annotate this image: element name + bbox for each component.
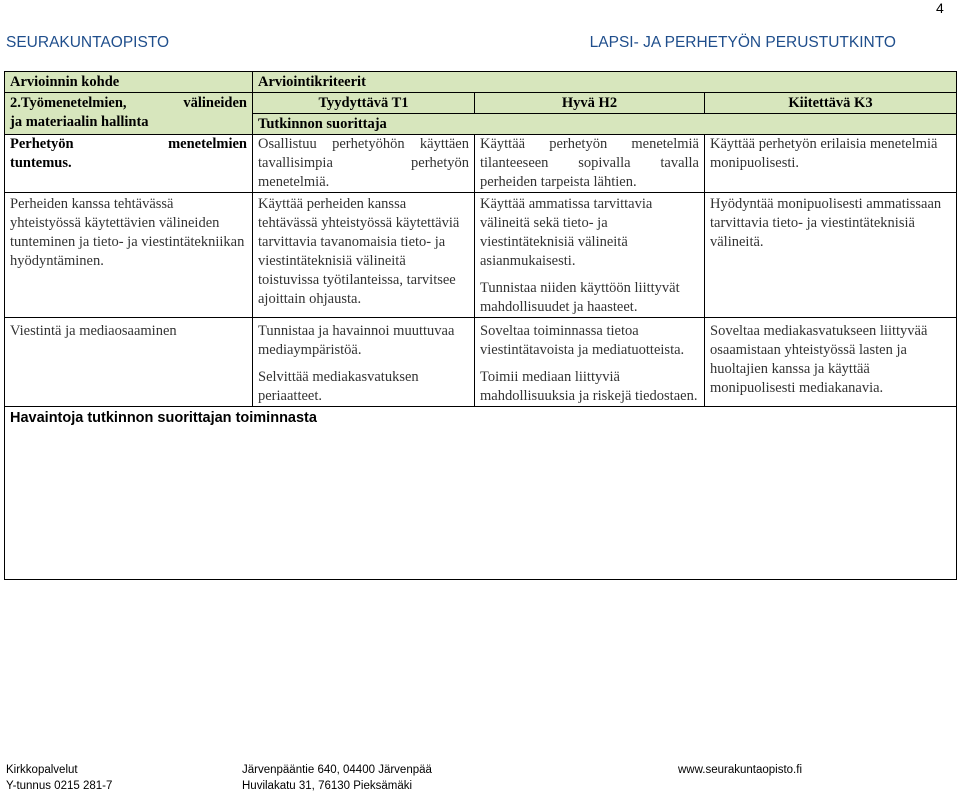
section-title	[5, 93, 253, 135]
header-arviointikriteerit: Arviointikriteerit	[253, 72, 957, 93]
row1-kohde-line2: tuntemus.	[10, 155, 72, 171]
row2-kohde: Perheiden kanssa tehtävässä yhteistyössä käytettävien välineiden tunteminen ja tieto- ja viestintätekniikan hyödyntäminen.	[5, 193, 253, 318]
row3-t1	[253, 318, 475, 407]
row1-h2: Käyttää perhetyön menetelmiä tilanteeseen sopivalla tavalla perheiden tarpeista lähtien.	[475, 135, 705, 193]
grade-k3: Kiitettävä K3	[705, 93, 957, 114]
footer-organization	[6, 762, 112, 794]
section-title-line1: 2.Työmenetelmien, välineiden	[10, 95, 247, 111]
page-number: 4	[936, 0, 944, 16]
footer-website-link[interactable]: www.seurakuntaopisto.fi	[678, 764, 803, 776]
row2-t1: Käyttää perheiden kanssa tehtävässä yhteistyössä käytettäviä tarvittavia tavanomaisia tieto- ja viestintäteknisiä välineitä toistuvissa työtilanteissa, tarvitsee ajoittain ohjausta.	[253, 193, 475, 318]
footer-website	[678, 762, 802, 778]
row3-t1-part1: Tunnistaa ja havainnoi muuttuvaa mediaympäristöä.	[258, 323, 455, 358]
row3-k3: Soveltaa mediakasvatukseen liittyvää osaamistaan yhteistyössä lasten ja huoltajien kanssa ja käyttää monipuolisesti mediakanavia.	[705, 318, 957, 407]
page-header	[4, 34, 956, 58]
footer-address-2: Huvilakatu 31, 76130 Pieksämäki	[242, 780, 413, 792]
table-row	[5, 318, 957, 407]
observations-cell[interactable]	[5, 407, 957, 580]
subheader-tutkinnon-suorittaja: Tutkinnon suorittaja	[253, 114, 957, 135]
header-qualification: LAPSI- JA PERHETYÖN PERUSTUTKINTO	[589, 34, 896, 51]
header-arvioinnin-kohde: Arvioinnin kohde	[5, 72, 253, 93]
row3-h2-part1: Soveltaa toiminnassa tietoa viestintätavoista ja mediatuotteista.	[480, 323, 685, 358]
footer-business-id: Y-tunnus 0215 281-7	[6, 780, 113, 792]
row1-t1: Osallistuu perhetyöhön käyttäen tavallisimpia perhetyön menetelmiä.	[253, 135, 475, 193]
footer-addresses	[242, 762, 432, 794]
table-row	[5, 135, 957, 193]
row2-k3: Hyödyntää monipuolisesti ammatissaan tarvittavia tieto- ja viestintäteknisiä välineitä.	[705, 193, 957, 318]
footer-org-name: Kirkkopalvelut	[6, 764, 78, 776]
row2-h2	[475, 193, 705, 318]
table-grade-row	[5, 93, 957, 114]
row3-t1-part2: Selvittää mediakasvatuksen periaatteet.	[258, 369, 419, 404]
observations-title: Havaintoja tutkinnon suorittajan toiminnasta	[10, 410, 317, 426]
row2-h2-part2: Tunnistaa niiden käyttöön liittyvät mahdollisuudet ja haasteet.	[480, 280, 680, 315]
row1-kohde	[5, 135, 253, 193]
row3-kohde: Viestintä ja mediaosaaminen	[5, 318, 253, 407]
observations-row	[5, 407, 957, 580]
row3-h2	[475, 318, 705, 407]
row3-h2-part2: Toimii mediaan liittyviä mahdollisuuksia ja riskejä tiedostaen.	[480, 369, 698, 404]
row2-h2-part1: Käyttää ammatissa tarvittavia välineitä sekä tieto- ja viestintäteknisiä välineitä asianmukaisesti.	[480, 196, 653, 269]
grade-t1: Tyydyttävä T1	[253, 93, 475, 114]
row1-kohde-line1: Perhetyön menetelmien	[10, 136, 247, 152]
row1-k3: Käyttää perhetyön erilaisia menetelmiä monipuolisesti.	[705, 135, 957, 193]
table-header-row	[5, 72, 957, 93]
footer-address-1: Järvenpääntie 640, 04400 Järvenpää	[242, 764, 432, 776]
table-row	[5, 193, 957, 318]
assessment-criteria-table	[4, 71, 957, 580]
grade-h2: Hyvä H2	[475, 93, 705, 114]
page-footer	[4, 762, 956, 792]
header-school-name: SEURAKUNTAOPISTO	[6, 34, 170, 51]
section-title-line2: ja materiaalin hallinta	[10, 114, 149, 130]
